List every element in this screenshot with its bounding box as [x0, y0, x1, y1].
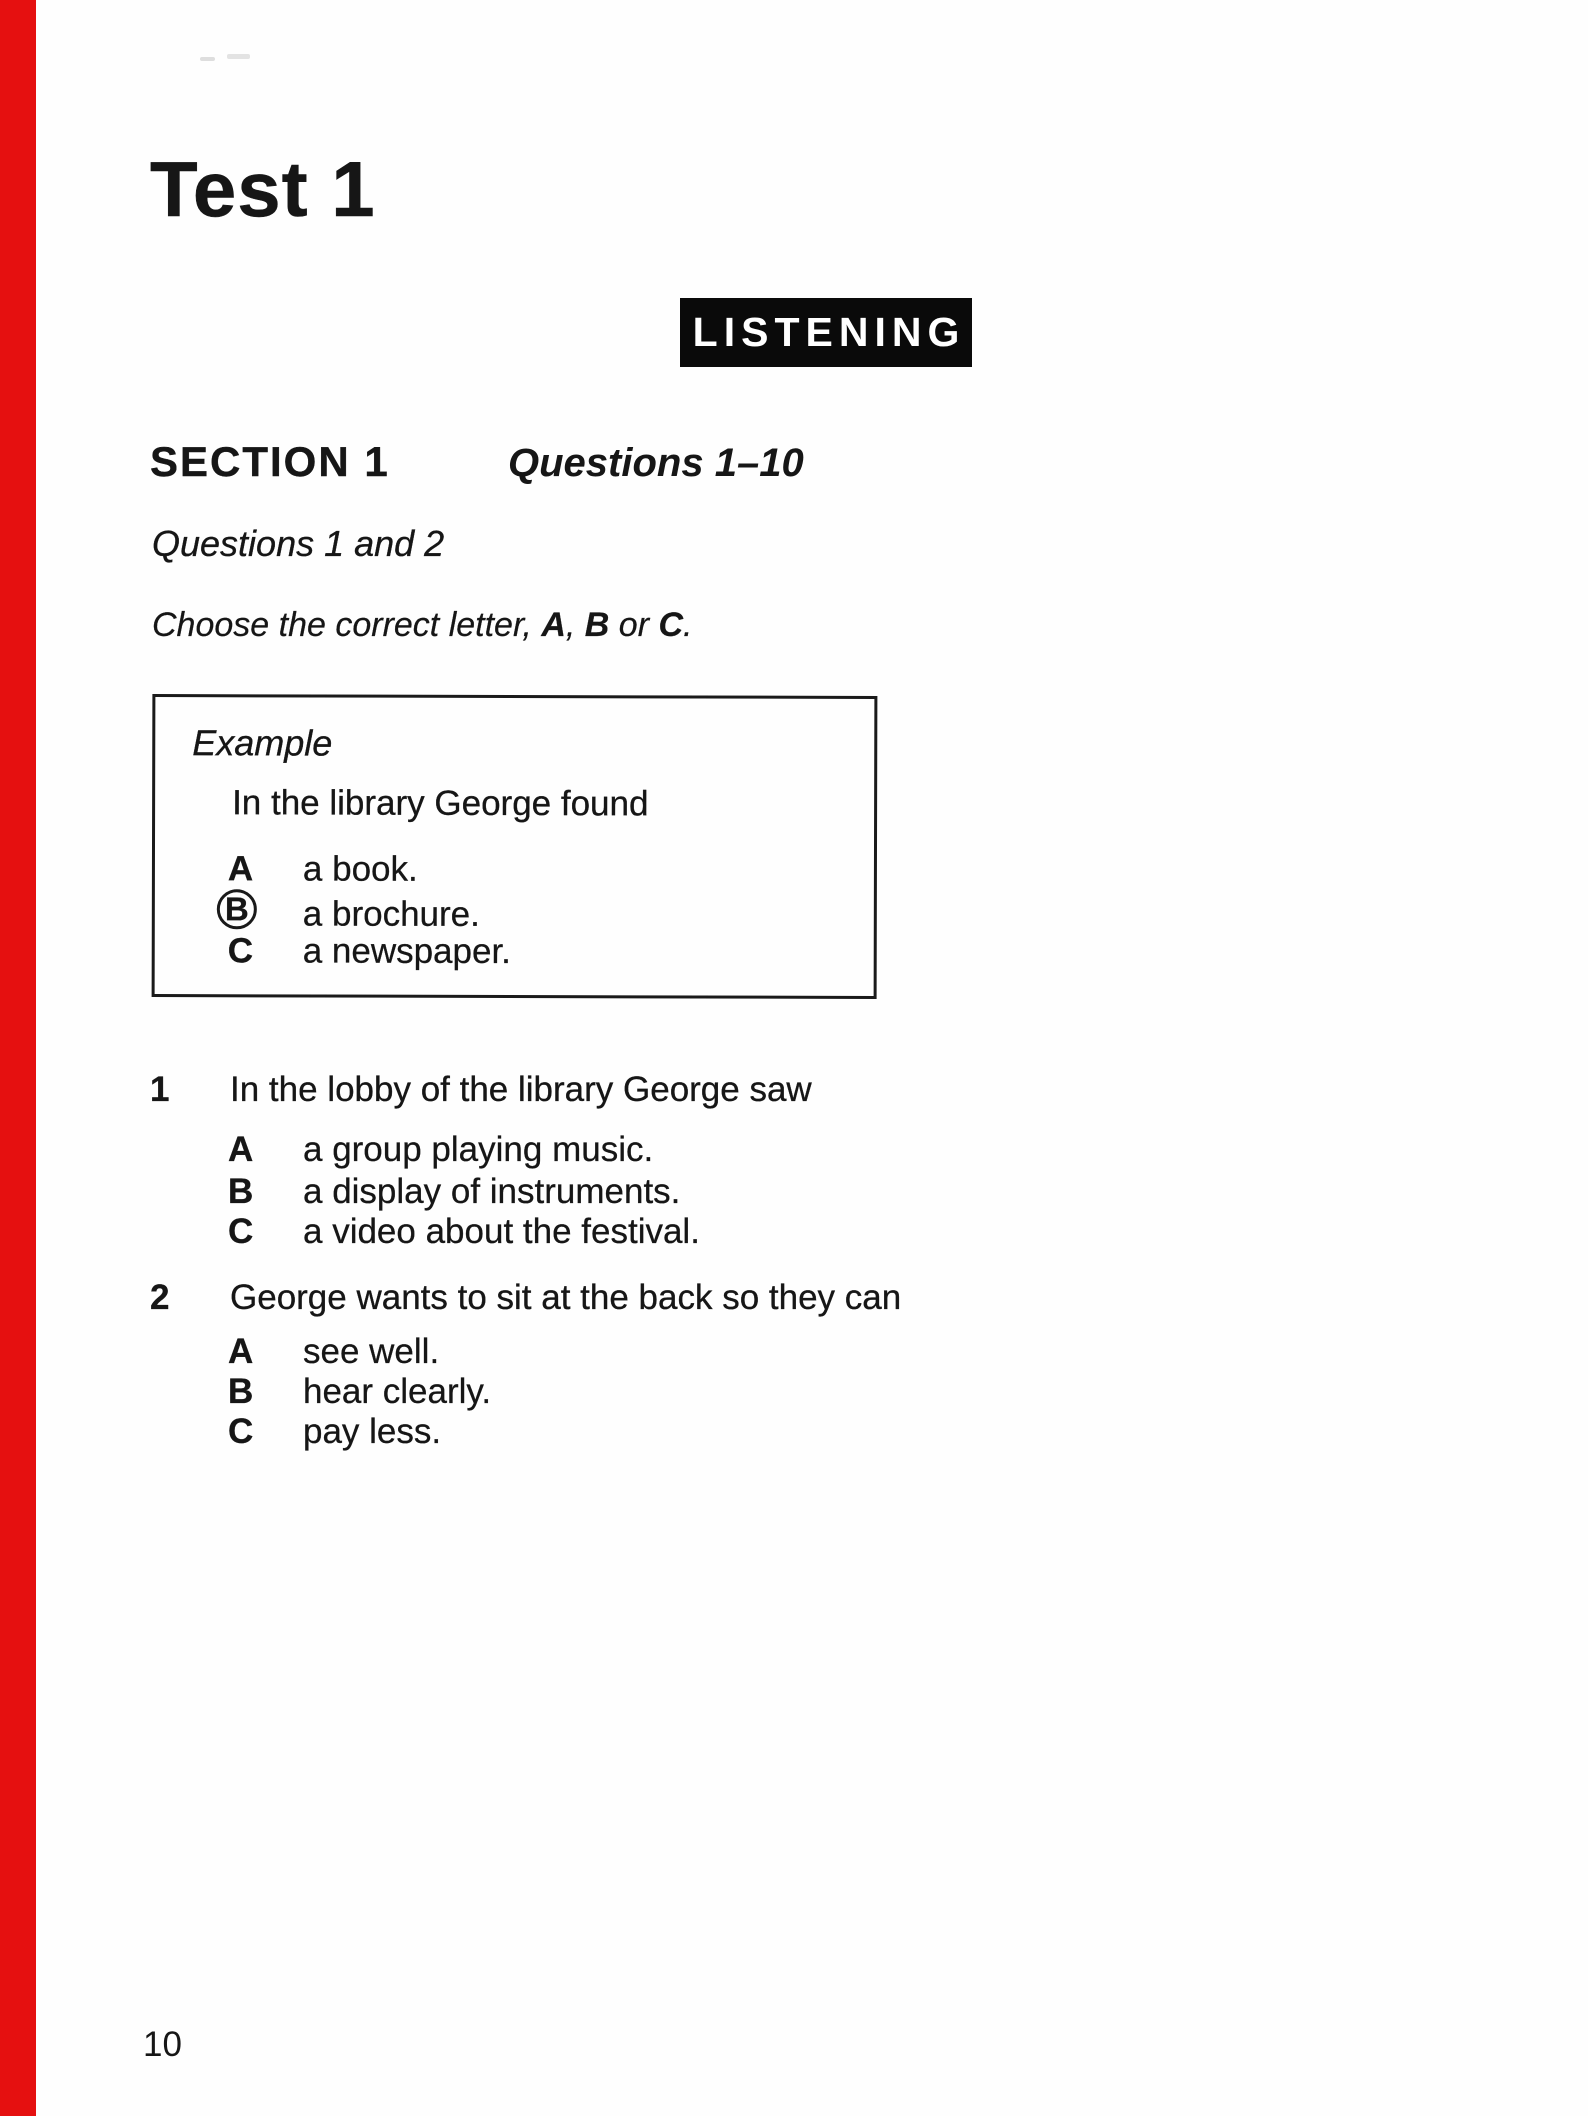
- section-heading: SECTION 1: [150, 438, 390, 485]
- example-question: In the library George found: [232, 783, 649, 824]
- answer-circle: [217, 889, 257, 929]
- option-letter: C: [227, 931, 254, 971]
- option-text: a group playing music.: [303, 1130, 654, 1169]
- option-text: hear clearly.: [303, 1372, 492, 1411]
- option-letter: B: [228, 1172, 254, 1211]
- example-box: [152, 694, 878, 999]
- option-letter: A: [228, 1332, 254, 1371]
- option-text: a video about the festival.: [303, 1212, 700, 1251]
- instruction-letter-a: A: [541, 606, 566, 644]
- option-letter: C: [228, 1412, 254, 1451]
- binding-stripe: [0, 0, 36, 2116]
- page-title: Test 1: [150, 145, 376, 233]
- instruction-pre: Choose the correct letter,: [152, 606, 542, 644]
- option-letter: B: [228, 1372, 254, 1411]
- instruction-letter-c: C: [658, 606, 684, 644]
- instruction-period: .: [683, 606, 693, 644]
- option-text: pay less.: [303, 1412, 442, 1451]
- option-letter: C: [228, 1212, 254, 1251]
- option-row: [0, 1211, 1588, 1253]
- instruction-or: or: [609, 606, 659, 644]
- instruction-comma: ,: [565, 606, 585, 644]
- questions-range: Questions 1–10: [508, 441, 804, 485]
- question-text: In the lobby of the library George saw: [230, 1070, 812, 1109]
- question-number: 2: [150, 1278, 170, 1317]
- option-row: [155, 848, 874, 892]
- scan-artifact: [227, 54, 250, 59]
- instruction-text: [152, 605, 692, 646]
- option-letter: A: [227, 849, 254, 889]
- page-number: 10: [143, 2025, 182, 2064]
- listening-banner-label: LISTENING: [692, 309, 966, 355]
- example-label: Example: [192, 722, 333, 764]
- option-row: [0, 1171, 1588, 1213]
- option-row: [0, 1129, 1588, 1171]
- option-row: [0, 1411, 1588, 1453]
- question-text: George wants to sit at the back so they can: [230, 1278, 902, 1317]
- option-row: [0, 1371, 1588, 1413]
- questions-subheading: Questions 1 and 2: [152, 523, 445, 564]
- option-text: a newspaper.: [302, 931, 511, 971]
- listening-banner: [680, 298, 972, 367]
- option-text: a book.: [302, 849, 418, 889]
- option-row: [0, 1331, 1588, 1373]
- option-text: a brochure.: [302, 894, 480, 934]
- question-number: 1: [150, 1070, 170, 1109]
- option-row: [155, 930, 874, 974]
- scan-artifact: [200, 57, 215, 61]
- option-letter: B: [224, 890, 249, 928]
- instruction-letter-b: B: [584, 606, 610, 644]
- option-letter: A: [228, 1130, 254, 1169]
- option-text: see well.: [303, 1332, 440, 1371]
- option-text: a display of instruments.: [303, 1172, 681, 1211]
